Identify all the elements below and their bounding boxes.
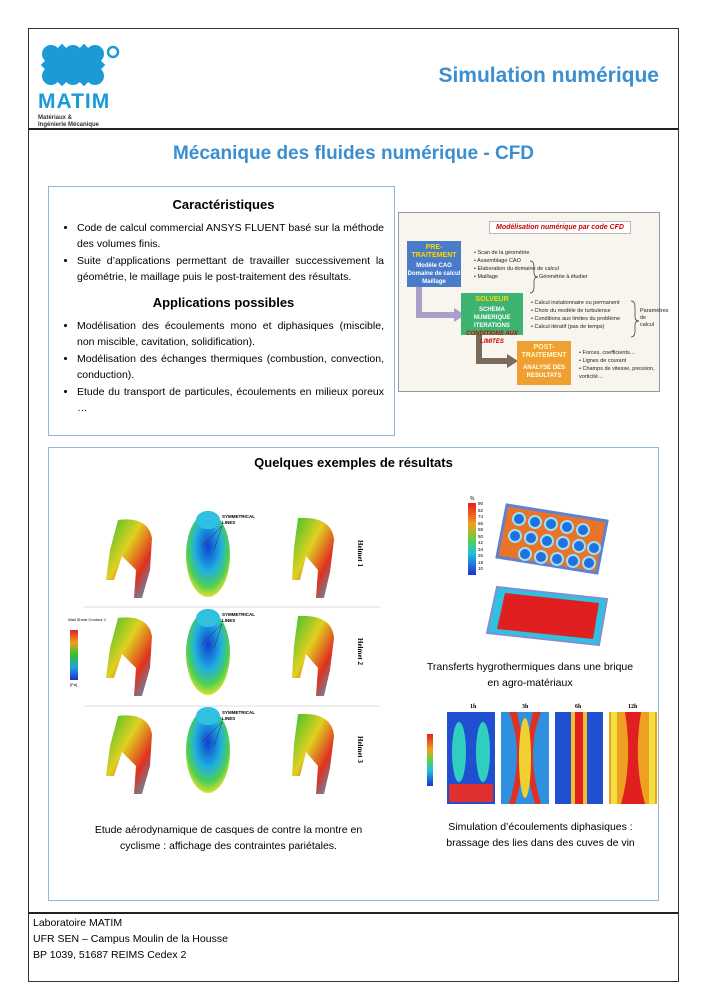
brick-unit: % <box>470 496 475 502</box>
characteristics-title: Caractéristiques <box>172 197 275 212</box>
footer-address <box>33 915 228 963</box>
characteristics-list <box>63 220 384 285</box>
applications-list <box>63 318 384 416</box>
footer-divider <box>28 912 679 914</box>
helmet-label-3: Helmet 3 <box>356 736 364 764</box>
symmetrical-lines-label-2: SYMMETRICAL LINES <box>222 612 255 623</box>
list-item: • Modélisation des échanges thermiques (combustion, convection, conduction). <box>77 351 384 383</box>
step-post-traitement: POST-TRAITEMENT ANALYSE DES RESULTATS <box>517 341 571 385</box>
helmet-row-3 <box>106 707 334 794</box>
brick-perforated <box>495 503 610 575</box>
helmet-label-2: Helmet 2 <box>356 638 364 666</box>
wine-vats <box>425 712 660 807</box>
step-solveur-notes: • Calcul instationnaire ou permanent • Choix du modèle de turbulence • Conditions aux limites du problème • Calcul itératif (pas de temps) <box>531 299 620 331</box>
symmetrical-lines-label-3: SYMMETRICAL LINES <box>222 710 255 721</box>
characteristics-panel <box>48 186 395 436</box>
brick-scale: 90 82 74 66 58 50 42 34 26 18 10 <box>478 501 484 571</box>
brick-caption: Transferts hygrothermiques dans une brique en agro-matériaux <box>426 661 634 689</box>
helmet-legend-unit: [Pa] <box>70 682 78 687</box>
symmetrical-lines-label-1: SYMMETRICAL LINES <box>222 514 255 525</box>
logo-wordmark: MATIM <box>38 90 111 113</box>
helmet-row-1 <box>106 511 334 598</box>
list-item: • Code de calcul commercial ANSYS FLUENT basé sur la méthode des volumes finis. <box>77 220 384 252</box>
step-pre-notes: • Scan de la géométrie • Assemblage CAO • Elaboration du domaine de calcul • Maillage <box>474 249 559 281</box>
step-pre-traitement: PRE-TRAITEMENT Modèle CAO Domaine de calcul Maillage <box>407 241 461 287</box>
logo-subtitle: Matériaux & Ingénierie Mécanique <box>38 115 100 128</box>
page-subtitle: Mécanique des fluides numérique - CFD <box>172 143 535 164</box>
helmet-figure <box>70 510 392 812</box>
step-pre-brace-label: Géométrie à étudier <box>539 274 588 280</box>
wine-caption: Simulation d’écoulements diphasiques : brassage des lies dans des cuves de vin <box>446 821 635 849</box>
helmet-legend-title: Wall Shear Contour 1 <box>68 617 107 622</box>
applications-title: Applications possibles <box>152 295 295 310</box>
helmet-caption: Etude aérodynamique de casques de contre la montre en cyclisme : affichage des contraintes pariétales. <box>94 824 363 852</box>
header-divider <box>28 128 679 130</box>
list-item: • Modélisation des écoulements mono et diphasiques (miscible, non miscible, cavitation, solidification). <box>77 318 384 350</box>
step-solveur: SOLVEUR SCHEMA NUMERIQUE ITERATIONS CONDITIONS AUX LIMITES <box>461 293 523 335</box>
list-item: • Suite d’applications permettant de travailler successivement la géométrie, le maillage puis le post-traitement des résultats. <box>77 253 384 285</box>
step-solveur-brace-label: Paramètres de calcul <box>640 308 669 328</box>
helmet-colorbar <box>70 630 78 680</box>
list-item: • Etude du transport de particules, écoulements en milieux poreux … <box>77 384 384 416</box>
footer-line: BP 1039, 51687 REIMS Cedex 2 <box>33 949 187 961</box>
results-title: Quelques exemples de résultats <box>254 455 453 470</box>
cfd-diagram-title: Modélisation numérique par code CFD <box>489 221 631 234</box>
step-post-notes: • Forces, coefficients… • Lignes de courant • Champs de vitesse, pression, vorticité… <box>579 349 657 381</box>
footer-line: Laboratoire MATIM <box>33 917 123 929</box>
helmet-label-1: Helmet 1 <box>356 540 364 568</box>
header-title: Simulation numérique <box>438 64 659 87</box>
cfd-diagram <box>398 212 669 392</box>
helmet-row-2 <box>106 609 334 696</box>
brick-solid <box>485 585 610 647</box>
footer-line: UFR SEN – Campus Moulin de la Housse <box>33 933 228 945</box>
